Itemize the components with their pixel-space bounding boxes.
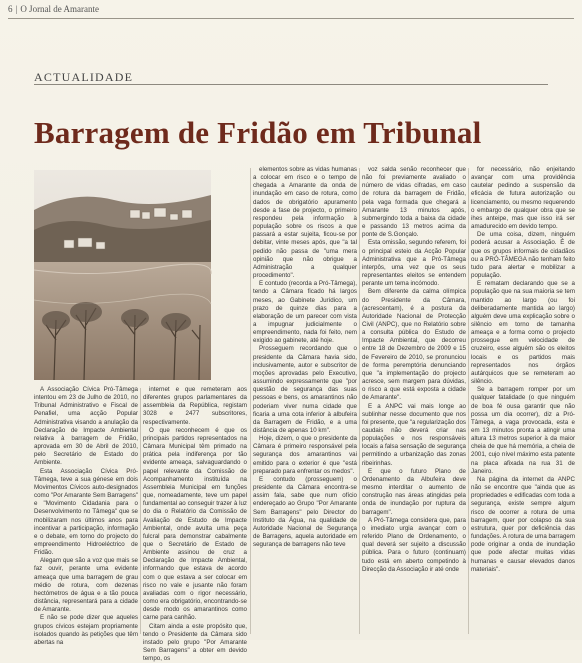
headline: Barragem de Fridão em Tribunal: [34, 115, 482, 150]
header-rule: [8, 18, 574, 19]
article-paragraph: Esta Associação Cívica Pró-Tâmega, teve a sua génese em dois Movimentos Cívicos auto-designados como "Por Amarante Sem Barragens" e "Movimento Cidadania para o Desenvolvimento no Tâmega" que se mobilizaram nos últimos anos para incentivar a participação, informação e o debate, em torno do projecto do empreendimento Hidroeléctrico de Fridão.: [34, 467, 138, 557]
article-paragraph: internet e que remeteram aos diferentes grupos parlamentares da assembleia da República, registam 3028 e 2477 subscritores, respectivamente.: [143, 386, 247, 426]
running-head: [8, 4, 99, 14]
article-paragraph: O que reconhecem é que os principais partidos representados na Câmara Municipal têm primado na prática pela indiferença por tão evidente ameaça, salvaguardando o papel relevante da Comissão de Acompanhamento instituída na Assembleia Municipal em funções que, nomeadamente, teve um papel fundamental ao conseguir trazer à luz do dia o Relatório da Comissão de Avaliação de Estudo de Impacte Ambiental, onde avulta uma peça fulcral para demonstrar cabalmente que o Secretário de Estado de Ambiente assinou de cruz a Declaração de Impacte Ambiental, informando que estava de acordo com o que estava a ser colocar em risco no vale e jusante não foram avaliadas com o rigor necessário, como era obrigatório, encontrando-se desde modo os amarantinos como carne para canhão.: [143, 426, 247, 622]
article-paragraph: E contudo (recorda a Pró-Tâmega), tendo a Câmara ficado há largos meses, ao Gabinete Jurídico, um prazo de quinze dias para a elaboração de um parecer com vista a impugnar judicialmente o empreendimento, nada foi feito, nem exigido ao gabinete, até hoje.: [253, 280, 357, 345]
river-landscape-photo: [34, 170, 211, 380]
article-paragraph: Alegam que são a voz que mais se faz ouvir, perante uma evidente ameaça que uma barragem de grau médio de rotura, com dezenas hectómetros de água e a tão pouca distância, representará para a cidade de Amarante.: [34, 557, 138, 614]
column-divider: [359, 168, 360, 634]
article-paragraph: E rematam declarando que se a população que na sua maioria se tem mantido ao largo (ou foi deliberadamente mantida ao largo) alguém deve uma explicação sobre o silêncio em torno de tamanha ameaça e a forma como o projecto prossegue em velocidade de cruzeiro, esse alguém são os eleitos locais e os partidos mais representados nos órgãos autárquicos que se remeteram ao silêncio.: [471, 280, 575, 386]
column-divider: [140, 388, 141, 634]
article-column-3: [253, 166, 357, 636]
column-divider: [250, 168, 251, 634]
article-paragraph: E que o futuro Plano de Ordenamento da Albufeira deve mesmo interditar o aumento de construção nas áreas atingidas pela onda de inundação por ruptura da barragem".: [362, 467, 466, 516]
column-divider: [468, 168, 469, 634]
article-paragraph: Bem diferente da calma olímpica do Presidente da Câmara, (acrescentam), é a postura da Autoridade Nacional de Protecção Civil (ANPC), que no Relatório sobre a consulta pública do Estudo de Impacte Ambiental, que decorreu entre 18 de Dezembro de 2009 e 15 de Fevereiro de 2010, se pronunciou de forma peremptória denunciando que "a implementação do projecto acresce, sem margem para dúvidas, o risco a que está exposta a cidade de Amarante".: [362, 288, 466, 402]
article-paragraph: De uma coisa, dizem, ninguém poderá acusar a Associação. É de que os grupos informais de cidadãos ou a PRÓ-TÂMEGA não tenham feito tudo para alertar e mobilizar a população.: [471, 231, 575, 280]
article-column-1: [34, 386, 138, 646]
article-paragraph: Hoje, dizem, o que o presidente da Câmara é primeiro responsável pela segurança dos amarantinos vai emitido para o exterior é que "está preparado para enfrentar os medos".: [253, 435, 357, 475]
separator: |: [15, 4, 18, 14]
section-rule: [34, 84, 548, 85]
article-column-4: [362, 166, 466, 636]
article-paragraph: A Associação Cívica Pró-Tâmega intentou em 23 de Julho de 2010, no Tribunal Administrativo e Fiscal de Penafiel, uma acção Popular Administrativa visando a anulação da Declaração de Impacte Ambiental relativa à barragem de Fridão, aprovada em 30 de Abril de 2010, pelo Secretário de Estado do Ambiente.: [34, 386, 138, 467]
article-paragraph: E contudo (prosseguem) o presidente da Câmara encontra-se assim fala, sabe que num ofício endereçado ao Grupo "Por Amarante Sem Barragens" pelo Director do Instituto da Água, na qualidade de Autoridade Nacional de Segurança de Barragens, aquela autoridade em segurança de barragens não teve: [253, 475, 357, 549]
article-paragraph: E não se pode dizer que aqueles grupos cívicos estejam propriamente isolados quando às petições que têm abertas na: [34, 614, 138, 646]
article-paragraph: for necessário, não enjeitando avançar com uma providência cautelar pedindo a suspensão da eficácia de futura autorização ou licenciamento, ou mesmo requerendo o embargo de qualquer obra que se ihes anteipe, mas que isso irá ser amadurecido em devido tempo.: [471, 166, 575, 231]
article-paragraph: Se a barragem romper por um qualquer fatalidade (o que ninguém de boa fé ousa garantir que não possa um dia ocorrer), diz a Pró-Tâmega, a vaga provocada, esta e em 13 minutos pronta a atingir uma altura 13 metros superior à da maior cheia de que há memória, a cheia de 2001, cujo nível máximo esta patente na placa afixada na rua 31 de Janeiro.: [471, 386, 575, 475]
article-column-2: [143, 386, 247, 663]
publication-name: O Jornal de Amarante: [20, 4, 100, 14]
page-number: 6: [8, 4, 13, 14]
article-paragraph: E a ANPC vai mais longe ao sublinhar nesse documento que nos foi presente, que "a regularização dos caudais não deverá criar nas populações e nos responsáveis locais a falsa sensação de segurança permitindo a urbanização das zonas ribeirinhas.: [362, 402, 467, 467]
article-paragraph: A Pró-Tâmega considera que, para o imediato urgia avançar com o referido Plano de Ordenamento, o qual deverá ser sujeito a discussão pública. Para o futuro (continuam) tudo está em aberto competindo à Direcção da Associação ir até onde: [362, 516, 466, 573]
article-paragraph: Prosseguem recordando que o presidente da Câmara havia sido, inclusivamente, autor e subscritor de moções aprovadas pelo Executivo, assumindo expressamente que "por questão de segurança das suas pessoas e bens, os amarantinos não poderiam viver numa cidade que ficaria a uma cota inferior à albufeira da Barragem de Fridão, e a uma distância de apenas 10 km".: [253, 345, 357, 434]
article-paragraph: Na página da internet da ANPC não se encontre que "ainda que as propriedades e edificadas com toda a segurança, existe sempre algum risco de ocorrer a rotura de uma barragem, quer por colapso da sua estrutura, quer por deficiência das fundações. A rotura de uma barragem pode originar a onda de inundação que pode afectar muitas vidas humanas e causar elevados danos materiais".: [471, 475, 575, 573]
article-column-5: [471, 166, 575, 636]
article-paragraph: Esta omissão, segundo referem, foi o principal esteio da Acção Popular Administrativa que a Pró-Tâmega interpôs, uma vez que os seus representantes eleitos se entendem perante um tema incómodo.: [362, 239, 466, 288]
article-paragraph: voz salda senão reconhecer que não foi previamente avaliado o número de vidas cifradas, em caso de rotura da barragem de Fridão, pela vaga formada que chegará a Amarante 13 minutos após, submergindo toda a baixa da cidade e passando 13 metros acima da ponte de S.Gonçalo.: [362, 166, 466, 239]
article-paragraph: elementos sobre as vidas humanas a colocar em risco e o tempo de chegada a Amarante da onda de inundação em caso de rotura, como dados de obrigatório apuramento desde a fase de projecto, o primeiro respondeu pela informação à população sobre os riscos a que passará a estar sujeita, ficou-se por debitar, vinte meses após, que "a tal pedido não passa de "uma mera opinião que não obrigue a Administração a qualquer procedimento".: [253, 166, 357, 280]
article-paragraph: Citam ainda a este propósito que, tendo o Presidente da Câmara sido instado pelo grupo "Por Amarante Sem Barragens" a obter em devido tempo, os: [143, 622, 247, 663]
section-label: ACTUALIDADE: [34, 70, 134, 84]
